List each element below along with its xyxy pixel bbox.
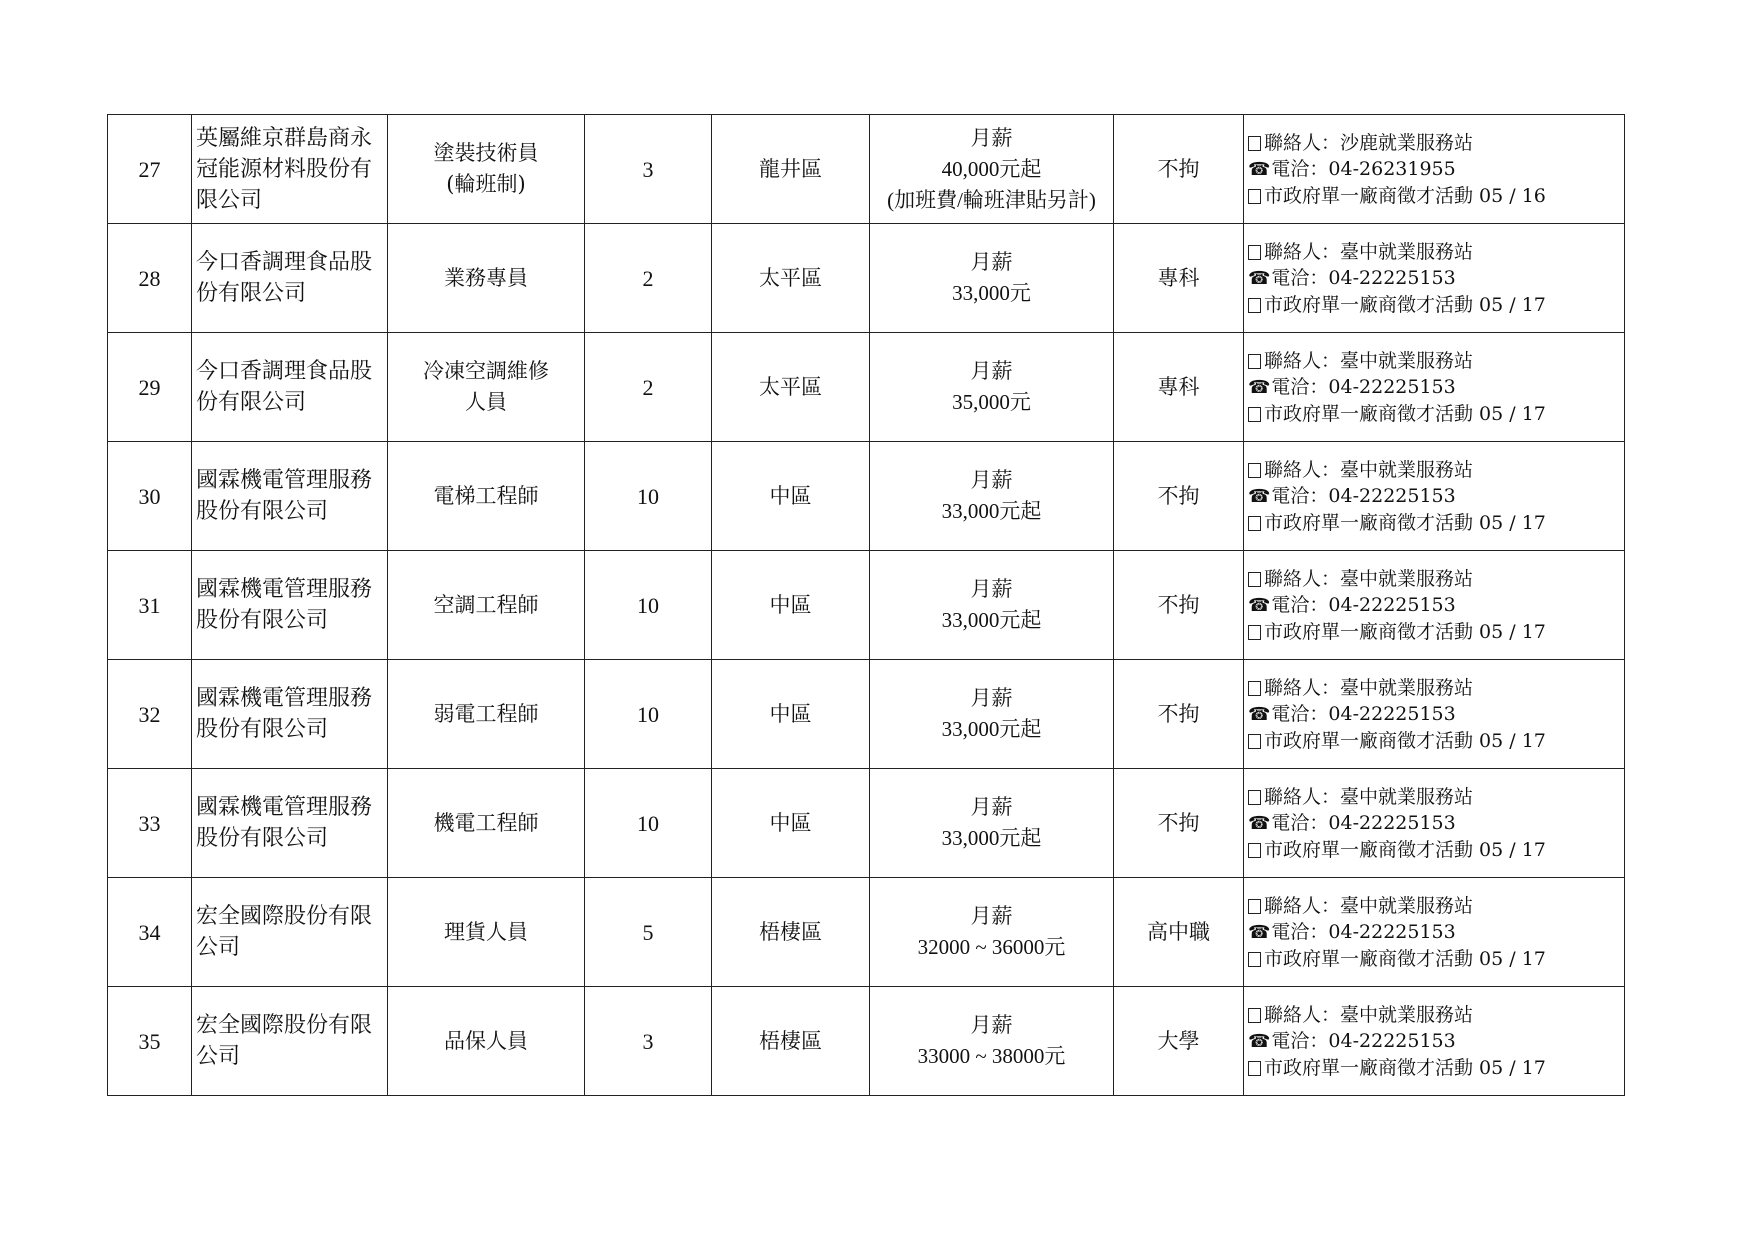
job-listings-table <box>107 114 1625 1096</box>
job-title-line: 機電工程師 <box>433 810 539 835</box>
education-requirement: 專科 <box>1114 224 1244 333</box>
job-title <box>388 115 585 224</box>
phone-icon: ☎ <box>1248 376 1271 398</box>
recruitment-event-line <box>1248 1055 1621 1081</box>
contact-phone: 電洽：04-22225153 <box>1271 375 1456 398</box>
row-number: 33 <box>108 769 192 878</box>
contact-person-line <box>1248 675 1621 701</box>
recruitment-event-line <box>1248 946 1621 972</box>
recruitment-event: 市政府單一廠商徵才活動 05 / 17 <box>1264 838 1546 861</box>
openings-count: 2 <box>585 333 712 442</box>
contact-phone: 電洽：04-22225153 <box>1271 484 1456 507</box>
salary-line: 月薪 <box>970 904 1013 928</box>
contact-phone-line <box>1248 156 1621 183</box>
empty-checkbox-icon <box>1248 189 1261 204</box>
contact-person: 聯絡人：臺中就業服務站 <box>1264 349 1474 372</box>
salary-line: 月薪 <box>970 686 1013 710</box>
contact-person: 聯絡人：臺中就業服務站 <box>1264 676 1474 699</box>
company-name: 國霖機電管理服務股份有限公司 <box>192 769 388 878</box>
contact-phone-line <box>1248 1028 1621 1055</box>
empty-checkbox-icon <box>1248 952 1261 967</box>
empty-checkbox-icon <box>1248 298 1261 313</box>
phone-icon: ☎ <box>1248 158 1271 180</box>
contact-info <box>1244 224 1625 333</box>
salary <box>870 987 1114 1096</box>
table-row <box>108 987 1625 1096</box>
recruitment-event-line <box>1248 292 1621 318</box>
contact-person: 聯絡人：臺中就業服務站 <box>1264 894 1474 917</box>
openings-count: 10 <box>585 442 712 551</box>
contact-info <box>1244 442 1625 551</box>
empty-checkbox-icon <box>1248 1061 1261 1076</box>
education-requirement: 不拘 <box>1114 769 1244 878</box>
openings-count: 3 <box>585 987 712 1096</box>
company-name: 英屬維京群島商永冠能源材料股份有限公司 <box>192 115 388 224</box>
job-title-line: 冷凍空調維修 <box>423 359 549 383</box>
salary-line: 33,000元起 <box>941 717 1042 741</box>
empty-checkbox-icon <box>1248 463 1261 478</box>
openings-count: 5 <box>585 878 712 987</box>
phone-icon: ☎ <box>1248 921 1271 943</box>
work-district: 太平區 <box>712 333 870 442</box>
table-row <box>108 878 1625 987</box>
salary-line: 33,000元起 <box>941 608 1042 632</box>
company-name: 宏全國際股份有限公司 <box>192 878 388 987</box>
table-row <box>108 551 1625 660</box>
table-row <box>108 442 1625 551</box>
salary-line: (加班費/輪班津貼另計) <box>887 187 1096 212</box>
salary <box>870 442 1114 551</box>
row-number: 34 <box>108 878 192 987</box>
work-district: 中區 <box>712 769 870 878</box>
job-title <box>388 442 585 551</box>
empty-checkbox-icon <box>1248 407 1261 422</box>
job-title-line: 業務專員 <box>444 265 528 290</box>
recruitment-event: 市政府單一廠商徵才活動 05 / 17 <box>1264 293 1546 316</box>
job-title-line: 弱電工程師 <box>433 701 539 726</box>
salary-line: 月薪 <box>970 125 1013 150</box>
work-district: 龍井區 <box>712 115 870 224</box>
contact-phone-line <box>1248 265 1621 292</box>
table-row <box>108 660 1625 769</box>
recruitment-event: 市政府單一廠商徵才活動 05 / 17 <box>1264 1056 1546 1079</box>
contact-person: 聯絡人：沙鹿就業服務站 <box>1264 131 1474 154</box>
contact-phone: 電洽：04-22225153 <box>1271 593 1456 616</box>
job-title-line: 理貨人員 <box>444 919 528 944</box>
recruitment-event: 市政府單一廠商徵才活動 05 / 17 <box>1264 947 1546 970</box>
education-requirement: 不拘 <box>1114 660 1244 769</box>
salary <box>870 878 1114 987</box>
contact-info <box>1244 987 1625 1096</box>
job-title-line: 塗裝技術員 <box>433 141 539 165</box>
salary <box>870 660 1114 769</box>
empty-checkbox-icon <box>1248 136 1261 151</box>
phone-icon: ☎ <box>1248 1030 1271 1052</box>
salary <box>870 333 1114 442</box>
work-district: 梧棲區 <box>712 878 870 987</box>
recruitment-event-line <box>1248 510 1621 536</box>
openings-count: 10 <box>585 551 712 660</box>
salary-line: 月薪 <box>970 359 1013 383</box>
job-title-line: (輪班制) <box>446 172 526 196</box>
recruitment-event: 市政府單一廠商徵才活動 05 / 17 <box>1264 729 1546 752</box>
salary-line: 月薪 <box>970 468 1013 492</box>
empty-checkbox-icon <box>1248 245 1261 260</box>
job-title-line: 空調工程師 <box>433 592 539 617</box>
phone-icon: ☎ <box>1248 703 1271 725</box>
empty-checkbox-icon <box>1248 734 1261 749</box>
job-title-line: 人員 <box>465 390 507 414</box>
table-row <box>108 224 1625 333</box>
contact-person-line <box>1248 457 1621 483</box>
job-title <box>388 987 585 1096</box>
contact-person-line <box>1248 893 1621 919</box>
company-name: 宏全國際股份有限公司 <box>192 987 388 1096</box>
row-number: 28 <box>108 224 192 333</box>
contact-phone-line <box>1248 701 1621 728</box>
contact-person-line <box>1248 566 1621 592</box>
education-requirement: 大學 <box>1114 987 1244 1096</box>
salary-line: 33,000元起 <box>941 499 1042 523</box>
recruitment-event-line <box>1248 619 1621 645</box>
contact-phone: 電洽：04-26231955 <box>1271 157 1456 180</box>
education-requirement: 不拘 <box>1114 442 1244 551</box>
recruitment-event-line <box>1248 401 1621 427</box>
empty-checkbox-icon <box>1248 790 1261 805</box>
company-name: 國霖機電管理服務股份有限公司 <box>192 551 388 660</box>
job-title-line: 品保人員 <box>444 1028 528 1053</box>
empty-checkbox-icon <box>1248 354 1261 369</box>
contact-phone-line <box>1248 483 1621 510</box>
job-title <box>388 769 585 878</box>
contact-person-line <box>1248 239 1621 265</box>
contact-person-line <box>1248 784 1621 810</box>
table-body <box>108 115 1625 1096</box>
row-number: 30 <box>108 442 192 551</box>
salary <box>870 551 1114 660</box>
salary-line: 32000 ~ 36000元 <box>917 935 1066 959</box>
contact-person: 聯絡人：臺中就業服務站 <box>1264 240 1474 263</box>
contact-phone: 電洽：04-22225153 <box>1271 920 1456 943</box>
contact-person-line <box>1248 348 1621 374</box>
recruitment-event-line <box>1248 837 1621 863</box>
company-name: 今口香調理食品股份有限公司 <box>192 333 388 442</box>
salary <box>870 115 1114 224</box>
contact-phone: 電洽：04-22225153 <box>1271 811 1456 834</box>
salary-line: 月薪 <box>970 795 1013 819</box>
job-title <box>388 224 585 333</box>
contact-person-line <box>1248 130 1621 156</box>
empty-checkbox-icon <box>1248 625 1261 640</box>
salary-line: 33,000元起 <box>941 826 1042 850</box>
table-row <box>108 769 1625 878</box>
contact-phone: 電洽：04-22225153 <box>1271 1029 1456 1052</box>
company-name: 國霖機電管理服務股份有限公司 <box>192 442 388 551</box>
contact-person: 聯絡人：臺中就業服務站 <box>1264 458 1474 481</box>
empty-checkbox-icon <box>1248 843 1261 858</box>
openings-count: 10 <box>585 769 712 878</box>
openings-count: 2 <box>585 224 712 333</box>
job-title <box>388 333 585 442</box>
empty-checkbox-icon <box>1248 572 1261 587</box>
openings-count: 3 <box>585 115 712 224</box>
contact-info <box>1244 551 1625 660</box>
recruitment-event: 市政府單一廠商徵才活動 05 / 16 <box>1264 184 1546 207</box>
recruitment-event: 市政府單一廠商徵才活動 05 / 17 <box>1264 511 1546 534</box>
contact-info <box>1244 115 1625 224</box>
salary-line: 35,000元 <box>952 390 1031 414</box>
row-number: 27 <box>108 115 192 224</box>
salary <box>870 224 1114 333</box>
empty-checkbox-icon <box>1248 1008 1261 1023</box>
contact-person: 聯絡人：臺中就業服務站 <box>1264 785 1474 808</box>
salary <box>870 769 1114 878</box>
contact-phone-line <box>1248 919 1621 946</box>
phone-icon: ☎ <box>1248 594 1271 616</box>
company-name: 今口香調理食品股份有限公司 <box>192 224 388 333</box>
contact-phone-line <box>1248 592 1621 619</box>
education-requirement: 專科 <box>1114 333 1244 442</box>
empty-checkbox-icon <box>1248 516 1261 531</box>
openings-count: 10 <box>585 660 712 769</box>
recruitment-event-line <box>1248 183 1621 209</box>
row-number: 35 <box>108 987 192 1096</box>
phone-icon: ☎ <box>1248 812 1271 834</box>
recruitment-event: 市政府單一廠商徵才活動 05 / 17 <box>1264 620 1546 643</box>
contact-info <box>1244 769 1625 878</box>
phone-icon: ☎ <box>1248 485 1271 507</box>
table-row <box>108 333 1625 442</box>
work-district: 中區 <box>712 660 870 769</box>
salary-line: 月薪 <box>970 1013 1013 1037</box>
contact-info <box>1244 878 1625 987</box>
row-number: 32 <box>108 660 192 769</box>
row-number: 29 <box>108 333 192 442</box>
work-district: 梧棲區 <box>712 987 870 1096</box>
job-title <box>388 551 585 660</box>
job-title <box>388 660 585 769</box>
contact-phone-line <box>1248 374 1621 401</box>
empty-checkbox-icon <box>1248 681 1261 696</box>
work-district: 中區 <box>712 442 870 551</box>
salary-line: 40,000元起 <box>941 156 1042 181</box>
table-row <box>108 115 1625 224</box>
recruitment-event-line <box>1248 728 1621 754</box>
work-district: 太平區 <box>712 224 870 333</box>
recruitment-event: 市政府單一廠商徵才活動 05 / 17 <box>1264 402 1546 425</box>
contact-info <box>1244 333 1625 442</box>
job-title-line: 電梯工程師 <box>433 483 539 508</box>
contact-info <box>1244 660 1625 769</box>
row-number: 31 <box>108 551 192 660</box>
work-district: 中區 <box>712 551 870 660</box>
empty-checkbox-icon <box>1248 899 1261 914</box>
education-requirement: 不拘 <box>1114 115 1244 224</box>
salary-line: 月薪 <box>970 577 1013 601</box>
phone-icon: ☎ <box>1248 267 1271 289</box>
salary-line: 33,000元 <box>952 281 1031 305</box>
salary-line: 33000 ~ 38000元 <box>917 1044 1066 1068</box>
contact-person: 聯絡人：臺中就業服務站 <box>1264 567 1474 590</box>
job-title <box>388 878 585 987</box>
education-requirement: 不拘 <box>1114 551 1244 660</box>
contact-phone-line <box>1248 810 1621 837</box>
contact-phone: 電洽：04-22225153 <box>1271 702 1456 725</box>
salary-line: 月薪 <box>970 250 1013 274</box>
contact-phone: 電洽：04-22225153 <box>1271 266 1456 289</box>
contact-person: 聯絡人：臺中就業服務站 <box>1264 1003 1474 1026</box>
contact-person-line <box>1248 1002 1621 1028</box>
company-name: 國霖機電管理服務股份有限公司 <box>192 660 388 769</box>
education-requirement: 高中職 <box>1114 878 1244 987</box>
